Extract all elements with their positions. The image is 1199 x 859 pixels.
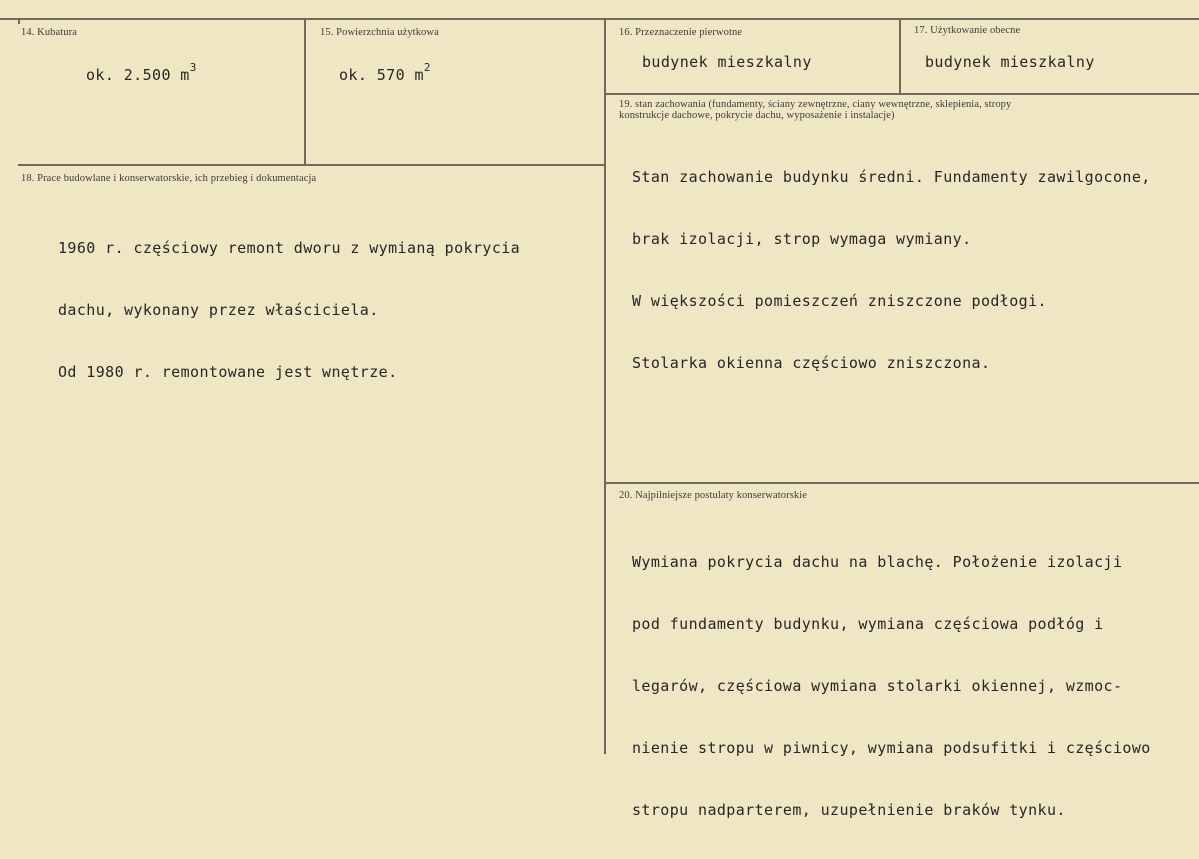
field-18-line: dachu, wykonany przez właściciela. xyxy=(58,301,379,319)
field-18-line: Od 1980 r. remontowane jest wnętrze. xyxy=(58,363,398,381)
field-20-text xyxy=(632,513,1151,859)
divider-row1-right xyxy=(604,93,1199,95)
divider-row1-left xyxy=(18,164,604,166)
divider-14-15 xyxy=(304,20,306,164)
divider-19-20 xyxy=(604,482,1199,484)
field-14-label: 14. Kubatura xyxy=(21,27,78,38)
field-15-label: 15. Powierzchnia użytkowa xyxy=(320,27,439,38)
field-18-text xyxy=(58,199,520,421)
field-20-line: nienie stropu w piwnicy, wymiana podsufitki i częściowo xyxy=(632,739,1151,757)
field-20-line: legarów, częściowa wymiana stolarki okiennej, wzmoc- xyxy=(632,677,1123,695)
divider-main xyxy=(604,20,606,754)
field-15-value-text: ok. 570 m xyxy=(339,66,424,84)
field-17-label: 17. Użytkowanie obecne xyxy=(914,25,1021,36)
field-19-line: brak izolacji, strop wymaga wymiany. xyxy=(632,230,972,248)
field-19-line: Stolarka okienna częściowo zniszczona. xyxy=(632,354,991,372)
field-20-line: Wymiana pokrycia dachu na blachę. Położenie izolacji xyxy=(632,553,1123,571)
field-18-line: 1960 r. częściowy remont dworu z wymianą pokrycia xyxy=(58,239,521,257)
field-15-value xyxy=(339,61,431,84)
field-20-line: pod fundamenty budynku, wymiana częściowa podłóg i xyxy=(632,615,1104,633)
field-16-value: budynek mieszkalny xyxy=(642,53,812,71)
divider-16-17 xyxy=(899,20,901,93)
field-19-text xyxy=(632,128,1151,412)
field-20-label: 20. Najpilniejsze postulaty konserwatorskie xyxy=(619,490,808,501)
field-14-exponent: 3 xyxy=(189,61,197,74)
field-14-value xyxy=(86,61,197,84)
field-19-line: W większości pomieszczeń zniszczone podłogi. xyxy=(632,292,1047,310)
field-18-label: 18. Prace budowlane i konserwatorskie, ich przebieg i dokumentacja xyxy=(21,173,317,184)
field-19-label-line2: konstrukcje dachowe, pokrycie dachu, wyposażenie i instalacje) xyxy=(619,110,895,121)
field-19-line: Stan zachowanie budynku średni. Fundamenty zawilgocone, xyxy=(632,168,1151,186)
field-15-exponent: 2 xyxy=(423,61,431,74)
top-border xyxy=(0,18,1199,20)
left-edge xyxy=(18,20,20,24)
field-17-value: budynek mieszkalny xyxy=(925,53,1095,71)
field-20-line: stropu nadparterem, uzupełnienie braków tynku. xyxy=(632,801,1066,819)
field-14-value-text: ok. 2.500 m xyxy=(86,66,190,84)
field-19-label-line1: 19. stan zachowania (fundamenty, ściany zewnętrzne, ciany wewnętrzne, sklepienia, stropy xyxy=(619,99,1012,110)
field-16-label: 16. Przeznaczenie pierwotne xyxy=(619,27,743,38)
